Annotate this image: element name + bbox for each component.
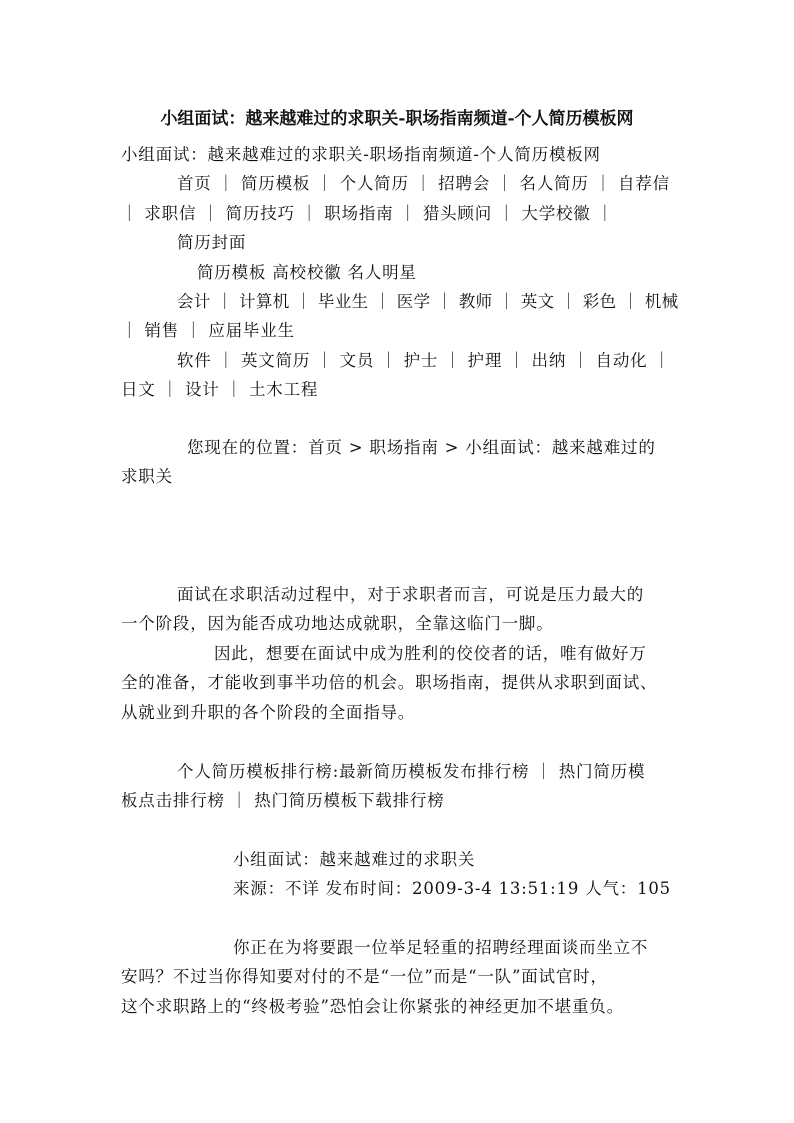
- nav-line-6[interactable]: ｜ 销售 ｜ 应届毕业生: [121, 321, 295, 340]
- breadcrumb-line-1: 您现在的位置：首页 > 职场指南 > 小组面试：越来越难过的: [187, 438, 656, 457]
- ranking-line-2[interactable]: 板点击排行榜 ｜ 热门简历模板下载排行榜: [121, 791, 445, 810]
- intro-p1-line-1: 面试在求职活动过程中，对于求职者而言，可说是压力最大的: [177, 585, 645, 604]
- nav-line-5[interactable]: 会计 ｜ 计算机 ｜ 毕业生 ｜ 医学 ｜ 教师 ｜ 英文 ｜ 彩色 ｜ 机械: [177, 292, 679, 311]
- article-body-line-3: 这个求职路上的“终极考验”恐怕会让你紧张的神经更加不堪重负。: [121, 997, 624, 1016]
- nav-line-3[interactable]: 简历封面: [177, 233, 247, 252]
- article-body-line-1: 你正在为将要跟一位举足轻重的招聘经理面谈而坐立不: [233, 938, 649, 957]
- nav-line-8[interactable]: 日文 ｜ 设计 ｜ 土木工程: [121, 380, 319, 399]
- page-title: 小组面试：越来越难过的求职关-职场指南频道-个人简历模板网: [160, 109, 634, 129]
- nav-line-1[interactable]: 首页 ｜ 简历模板 ｜ 个人简历 ｜ 招聘会 ｜ 名人简历 ｜ 自荐信: [177, 174, 670, 193]
- intro-p2-line-1: 因此，想要在面试中成为胜利的佼佼者的话，唯有做好万: [214, 644, 647, 663]
- ranking-line-1[interactable]: 个人简历模板排行榜:最新简历模板发布排行榜 ｜ 热门简历模: [177, 762, 646, 781]
- intro-p2-line-3: 从就业到升职的各个阶段的全面指导。: [121, 703, 416, 722]
- intro-p2-line-2: 全的准备，才能收到事半功倍的机会。职场指南，提供从求职到面试、: [121, 673, 658, 692]
- article-title: 小组面试：越来越难过的求职关: [233, 850, 476, 869]
- intro-p1-line-2: 一个阶段，因为能否成功地达成就职，全靠这临门一脚。: [121, 614, 554, 633]
- article-meta: 来源：不详 发布时间：2009-3-4 13:51:19 人气：105: [233, 879, 671, 898]
- breadcrumb-line-2: 求职关: [121, 467, 173, 486]
- nav-line-7[interactable]: 软件 ｜ 英文简历 ｜ 文员 ｜ 护士 ｜ 护理 ｜ 出纳 ｜ 自动化 ｜: [177, 351, 671, 370]
- page-subtitle: 小组面试：越来越难过的求职关-职场指南频道-个人简历模板网: [121, 145, 601, 164]
- nav-line-4[interactable]: 简历模板 高校校徽 名人明星: [197, 263, 417, 282]
- article-body-line-2: 安吗？不过当你得知要对付的不是“一位”而是“一队”面试官时，: [121, 967, 608, 986]
- nav-line-2[interactable]: ｜ 求职信 ｜ 简历技巧 ｜ 职场指南 ｜ 猎头顾问 ｜ 大学校徽 ｜: [121, 204, 614, 223]
